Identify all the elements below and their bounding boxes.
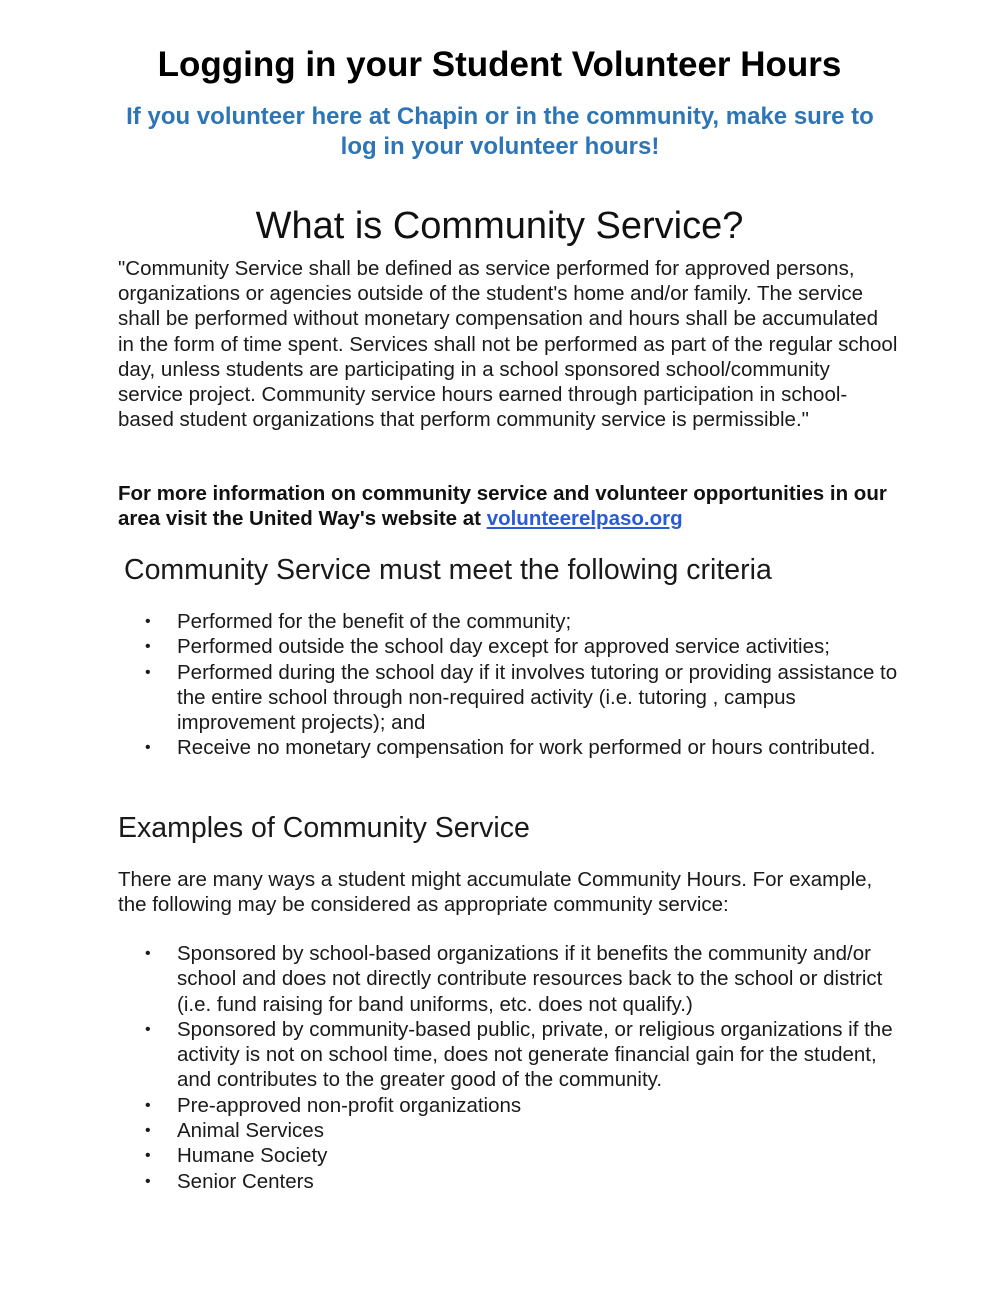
criteria-item-text: Performed outside the school day except for approved service activities; — [177, 635, 830, 659]
bullet-icon: • — [145, 663, 151, 681]
page-title: Logging in your Student Volunteer Hours — [157, 45, 842, 84]
bullet-icon: • — [145, 1122, 151, 1140]
more-info-paragraph — [118, 481, 898, 531]
examples-heading: Examples of Community Service — [118, 812, 530, 844]
bullet-icon: • — [145, 613, 151, 630]
definition-heading: What is Community Service? — [255, 205, 744, 247]
bullet-icon: • — [145, 739, 151, 757]
criteria-item-text: Performed for the benefit of the community; — [177, 610, 572, 633]
list-item — [118, 660, 908, 736]
example-item-text: Humane Society — [177, 1144, 328, 1168]
example-item-text: Sponsored by school-based organizations if it benefits the community and/or school and does not directly contribute resources back to the school or district (i.e. fund raising for band uniforms, etc. does not qualify.) — [177, 942, 883, 1016]
example-item-text: Animal Services — [177, 1119, 324, 1143]
bullet-icon: • — [145, 1020, 151, 1038]
list-item — [118, 1118, 908, 1143]
list-item — [118, 609, 908, 634]
list-item — [118, 1093, 908, 1118]
example-item-text: Pre-approved non-profit organizations — [177, 1093, 522, 1117]
example-item-text: Sponsored by community-based public, private, or religious organizations if the activity is not on school time, does not generate financial gain for the student, and contributes to the greater good of the community. — [177, 1017, 893, 1092]
bullet-icon: • — [145, 638, 151, 656]
bullet-icon: • — [145, 1096, 151, 1114]
list-item — [118, 634, 908, 659]
list-item — [118, 1143, 908, 1168]
list-item — [118, 735, 908, 760]
criteria-heading: Community Service must meet the following criteria — [124, 554, 772, 586]
bullet-icon: • — [145, 945, 151, 962]
bullet-icon: • — [145, 1172, 151, 1190]
page-subtitle: If you volunteer here at Chapin or in the community, make sure to log in your volunteer hours! — [126, 103, 874, 160]
criteria-item-text: Receive no monetary compensation for work performed or hours contributed. — [177, 736, 876, 760]
example-item-text: Senior Centers — [177, 1169, 314, 1193]
more-info-text: For more information on community service and volunteer opportunities in our area visit the United Way's website at — [118, 482, 887, 531]
criteria-list — [118, 609, 908, 761]
definition-quote: "Community Service shall be defined as service performed for approved persons, organizations or agencies outside of the student's home and/or family. The service shall be performed without monetary compensation and hours shall be accumulated in the form of time spent. Services shall not be performed as part of the regular school day, unless students are participating in a school sponsored school/community service project. Community service hours earned through participation in school-based student organizations that perform community service is permissible." — [118, 257, 898, 432]
united-way-link[interactable]: volunteerelpaso.org — [486, 507, 683, 531]
bullet-icon: • — [145, 1147, 151, 1165]
list-item — [118, 941, 908, 1017]
criteria-item-text: Performed during the school day if it involves tutoring or providing assistance to the entire school through non-required activity (i.e. tutoring , campus improvement projects); and — [177, 660, 898, 735]
list-item — [118, 1017, 908, 1093]
examples-list — [118, 941, 908, 1194]
list-item — [118, 1169, 908, 1194]
examples-intro: There are many ways a student might accumulate Community Hours. For example, the following may be considered as appropriate community service: — [118, 868, 873, 917]
